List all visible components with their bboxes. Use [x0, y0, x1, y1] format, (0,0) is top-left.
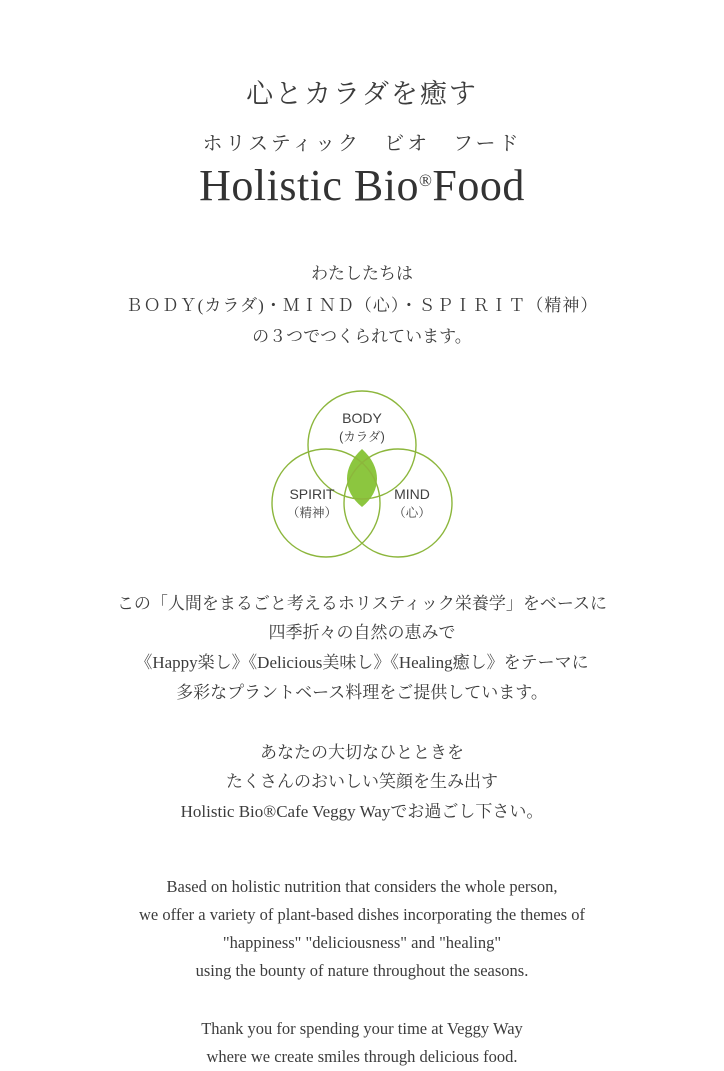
intro-text [40, 258, 684, 352]
venn-diagram [40, 371, 684, 571]
jp2-line-3: Holistic Bio®Cafe Veggy Wayでお過ごし下さい。 [180, 802, 544, 822]
intro-line-2: ＢＯＤＹ(カラダ)・ＭＩＮＤ（心）・ＳＰＩＲＩＴ（精神） [125, 295, 599, 315]
venn-label-mind: MIND [394, 485, 430, 502]
jp1-line-4: 多彩なプラントベース料理をご提供しています。 [176, 682, 548, 702]
en1-line-3: "happiness" "deliciousness" and "healing" [222, 933, 502, 953]
jp2-line-1: あなたの大切なひとときを [260, 742, 464, 762]
intro-line-3: の３つでつくられています。 [252, 327, 472, 347]
brand-katakana-subtitle: ホリスティック ビオ フード [202, 133, 522, 155]
jp1-line-1: この「人間をまるごと考えるホリスティック栄養学」をベースに [116, 593, 608, 613]
en2-line-1: Thank you for spending your time at Veggy Way [201, 1019, 523, 1039]
brand-name [40, 162, 684, 210]
jp-paragraph-1 [40, 589, 684, 708]
venn-svg [242, 371, 482, 571]
brand-name-main: Holistic Bio [199, 161, 419, 210]
jp1-line-2: 四季折々の自然の恵みで [268, 623, 456, 643]
jp2-line-2: たくさんのおいしい笑顔を生み出す [226, 772, 498, 792]
jp-paragraph-2 [40, 738, 684, 827]
venn-sublabel-body: (カラダ) [339, 429, 385, 444]
en1-line-1: Based on holistic nutrition that considers the whole person, [166, 876, 558, 896]
en-paragraph-1 [40, 873, 684, 985]
header [40, 0, 684, 210]
venn-sublabel-mind: （心） [393, 505, 431, 520]
jp1-line-3: 《Happy楽し》《Delicious美味し》《Healing癒し》をテーマに [135, 653, 589, 673]
brand-name-tail: Food [432, 161, 525, 210]
page-title: 心とカラダを癒す [246, 79, 478, 109]
venn-sublabel-spirit: （精神） [286, 505, 338, 520]
registered-trademark-icon: ® [419, 171, 433, 190]
intro-line-1: わたしたちは [311, 264, 413, 284]
venn-label-body: BODY [342, 409, 382, 426]
venn-label-spirit: SPIRIT [289, 485, 335, 502]
en1-line-2: we offer a variety of plant-based dishes incorporating the themes of [139, 905, 585, 924]
en2-line-2: where we create smiles through delicious food. [206, 1047, 518, 1067]
en1-line-4: using the bounty of nature throughout the seasons. [195, 961, 529, 981]
